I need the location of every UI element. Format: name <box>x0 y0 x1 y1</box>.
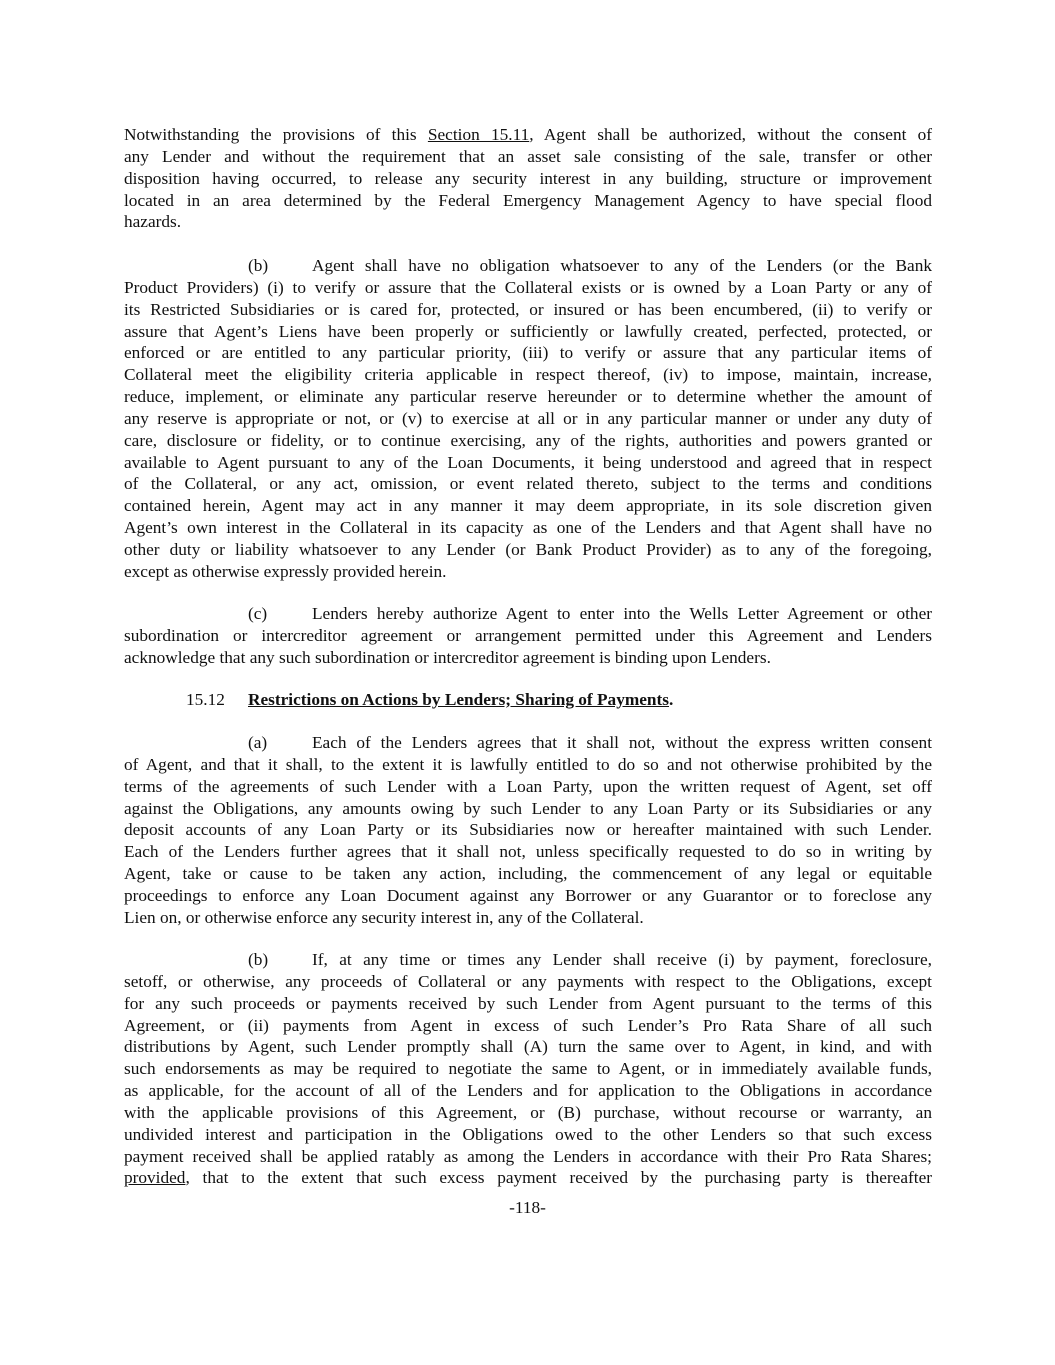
text-line <box>124 754 932 776</box>
text-segment: such endorsements as may be required to negotiate the same to Agent, or in immediately available funds, <box>124 1059 932 1079</box>
text-segment: of Agent, and that it shall, to the extent it is lawfully entitled to do so and not otherwise prohibited by the <box>124 754 932 774</box>
text-line <box>124 776 932 798</box>
section-number: 15.12 <box>186 690 225 709</box>
text-line <box>124 625 932 647</box>
text-line <box>124 408 932 430</box>
subsection-label: (a) <box>248 733 268 752</box>
text-segment: Product Providers) (i) to verify or assure that the Collateral exists or is owned by a Loan Party or any of <box>124 277 932 297</box>
text-segment: available to Agent pursuant to any of the Loan Documents, it being understood and agreed that in respect <box>124 452 932 472</box>
section-title-period: . <box>669 690 674 709</box>
paragraph-15-11-b <box>124 255 932 583</box>
text-line <box>124 1058 932 1080</box>
text-segment: , Agent shall be authorized, without the consent of <box>529 125 933 144</box>
text-segment: acknowledge that any such subordination or intercreditor agreement is binding upon Lenders. <box>124 647 771 667</box>
subsection-label: (c) <box>248 604 268 623</box>
text-segment: contained herein, Agent may act in any manner it may deem appropriate, in its sole discretion given <box>124 496 932 516</box>
text-line <box>124 146 932 168</box>
text-segment: If, at any time or times any Lender shall receive (i) by payment, foreclosure, <box>312 950 932 969</box>
text-line <box>124 386 932 408</box>
page-number: -118- <box>509 1198 546 1217</box>
text-segment: Agreement, or (ii) payments from Agent in excess of such Lender’s Pro Rata Share of all such <box>124 1015 932 1035</box>
text-segment: any reserve is appropriate or not, or (v) to exercise at all or in any particular manner or under any duty of <box>124 408 932 428</box>
text-line <box>124 452 932 474</box>
text-line <box>124 1080 932 1102</box>
text-segment: of the Collateral, or any act, omission, or event related thereto, subject to the terms and conditions <box>124 474 932 494</box>
text-segment: setoff, or otherwise, any proceeds of Collateral or any payments with respect to the Obligations, except <box>124 971 932 991</box>
text-segment: proceedings to enforce any Loan Document against any Borrower or any Guarantor or to foreclose any <box>124 885 932 905</box>
text-line <box>124 819 932 841</box>
text-line <box>124 517 932 539</box>
text-segment: subordination or intercreditor agreement or arrangement permitted under this Agreement and Lenders <box>124 625 932 645</box>
text-segment: Agent, take or cause to be taken any action, including, the commencement of any legal or equitable <box>124 864 932 884</box>
text-segment: disposition having occurred, to release any security interest in any building, structure or improvement <box>124 168 932 188</box>
text-line <box>124 647 932 669</box>
text-line <box>124 321 932 343</box>
text-line <box>124 863 932 885</box>
subsection-label: (b) <box>248 950 269 969</box>
text-line <box>124 190 932 212</box>
paragraph-15-12-b <box>124 949 932 1189</box>
text-line <box>124 255 932 277</box>
text-segment: located in an area determined by the Federal Emergency Management Agency to have special flood <box>124 190 932 210</box>
underlined-reference: Section 15.11 <box>427 125 530 144</box>
text-segment: terms of the agreements of such Lender with a Loan Party, upon the written request of Agent, set off <box>124 776 932 796</box>
text-line <box>124 277 932 299</box>
text-segment: Collateral meet the eligibility criteria applicable in respect thereof, (iv) to impose, maintain, increase, <box>124 365 932 385</box>
text-line <box>124 342 932 364</box>
text-segment: except as otherwise expressly provided herein. <box>124 561 447 581</box>
text-line <box>124 949 932 971</box>
section-title: Restrictions on Actions by Lenders; Sharing of Payments <box>248 690 669 709</box>
text-line <box>124 1102 932 1124</box>
paragraph-15-12-a <box>124 732 932 929</box>
text-segment: payment received shall be applied ratably as among the Lenders in accordance with their Pro Rata Shares; <box>124 1146 932 1166</box>
text-line <box>124 299 932 321</box>
paragraph-15-11-c <box>124 603 932 669</box>
text-segment: Lien on, or otherwise enforce any security interest in, any of the Collateral. <box>124 907 644 927</box>
text-segment: with the applicable provisions of this Agreement, or (B) purchase, without recourse or warranty, an <box>124 1102 932 1122</box>
text-line <box>124 841 932 863</box>
text-line <box>124 430 932 452</box>
text-segment: Lenders hereby authorize Agent to enter into the Wells Letter Agreement or other <box>312 604 932 623</box>
text-line <box>124 907 932 929</box>
text-line <box>124 364 932 386</box>
text-segment: Agent shall have no obligation whatsoever to any of the Lenders (or the Bank <box>312 256 932 275</box>
text-line <box>124 993 932 1015</box>
text-segment: enforced or are entitled to any particular priority, (iii) to verify or assure that any particular items of <box>124 343 932 363</box>
text-line <box>124 1015 932 1037</box>
text-segment: Each of the Lenders further agrees that it shall not, unless specifically requested to do so in writing by <box>124 842 932 862</box>
text-line <box>124 732 932 754</box>
text-line <box>124 473 932 495</box>
subsection-label: (b) <box>248 256 269 275</box>
text-line <box>124 603 932 625</box>
text-segment: for any such proceeds or payments received by such Lender from Agent pursuant to the terms of this <box>124 993 932 1013</box>
text-segment: deposit accounts of any Loan Party or its Subsidiaries now or hereafter maintained with such Lender. <box>124 820 932 840</box>
text-line <box>124 168 932 190</box>
text-segment: hazards. <box>124 212 182 232</box>
text-line <box>124 1124 932 1146</box>
text-line <box>124 124 932 146</box>
text-segment: , that to the extent that such excess payment received by the purchasing party is thereafter <box>185 1168 932 1188</box>
text-segment: Notwithstanding the provisions of this <box>124 125 428 144</box>
text-line <box>124 211 932 233</box>
text-line <box>124 495 932 517</box>
text-line <box>124 798 932 820</box>
text-segment: Each of the Lenders agrees that it shall not, without the express written consent <box>312 733 932 752</box>
text-line <box>124 1167 932 1189</box>
text-segment: its Restricted Subsidiaries or is cared for, protected, or insured or has been encumbered, (ii) to verify or <box>124 299 932 319</box>
section-heading-15-12 <box>186 689 673 711</box>
text-segment: against the Obligations, any amounts owing by such Lender to any Loan Party or its Subsidiaries or any <box>124 798 932 818</box>
text-segment: undivided interest and participation in the Obligations owed to the other Lenders so that such excess <box>124 1124 932 1144</box>
text-segment: other duty or liability whatsoever to any Lender (or Bank Product Provider) as to any of the foregoing, <box>124 539 932 559</box>
text-line <box>124 561 932 583</box>
text-line <box>124 1036 932 1058</box>
text-line <box>124 1146 932 1168</box>
text-line <box>124 539 932 561</box>
text-segment: distributions by Agent, such Lender promptly shall (A) turn the same over to Agent, in kind, and with <box>124 1037 932 1057</box>
text-segment: any Lender and without the requirement that an asset sale consisting of the sale, transfer or other <box>124 146 932 166</box>
text-segment: assure that Agent’s Liens have been properly or sufficiently or lawfully created, perfected, protected, or <box>124 321 932 341</box>
text-line <box>124 971 932 993</box>
text-segment: care, disclosure or fidelity, or to continue exercising, any of the rights, authorities and powers granted or <box>124 430 932 450</box>
text-segment: as applicable, for the account of all of the Lenders and for application to the Obligations in accordance <box>124 1081 932 1101</box>
underlined-reference: provided <box>124 1168 186 1188</box>
text-segment: Agent’s own interest in the Collateral in its capacity as one of the Lenders and that Agent shall have no <box>124 518 932 538</box>
text-line <box>124 885 932 907</box>
paragraph-flood-release <box>124 124 932 233</box>
text-segment: reduce, implement, or eliminate any particular reserve hereunder or to determine whether the amount of <box>124 387 932 407</box>
